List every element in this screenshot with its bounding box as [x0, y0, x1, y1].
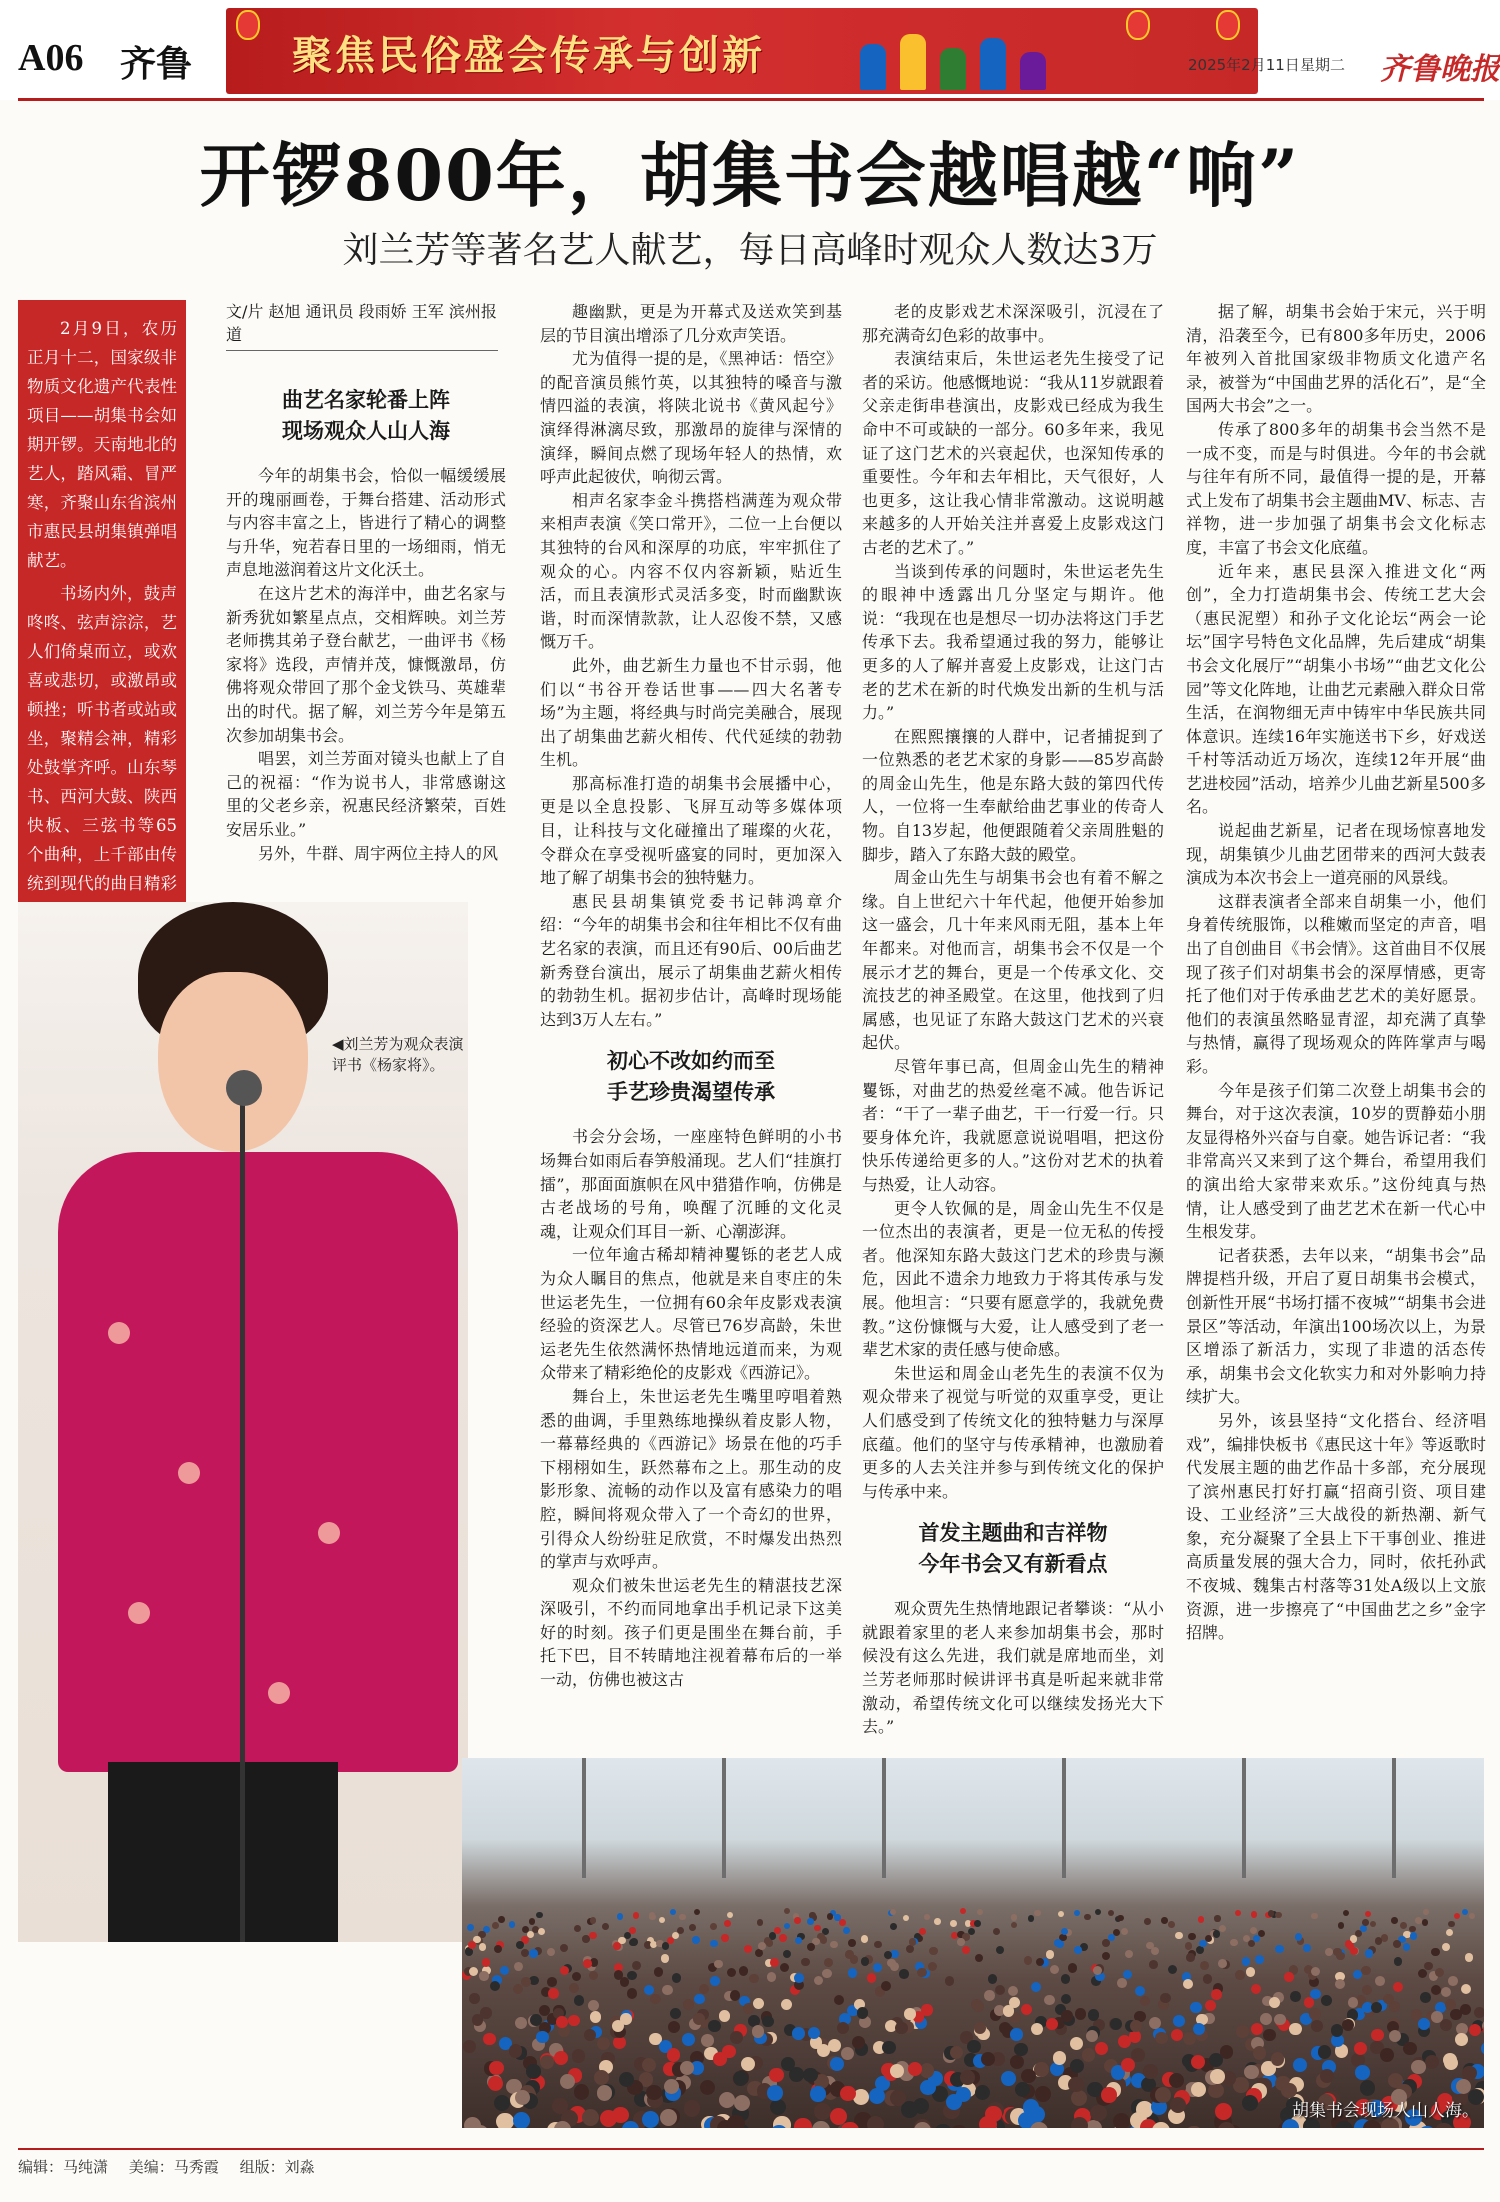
article-paragraph: 观众们被朱世运老先生的精湛技艺深深吸引，不约而同地拿出手机记录下这美好的时刻。孩子们更是围坐在舞台前，手托下巴，目不转睛地注视着幕布后的一举一动，仿佛也被这古: [540, 1575, 842, 1690]
microphone-stand: [240, 1087, 245, 1942]
section-heading: 首发主题曲和吉祥物 今年书会又有新看点: [918, 1520, 1108, 1577]
masthead-rule: [18, 98, 1484, 101]
article-paragraph: 唱罢，刘兰芳面对镜头也献上了自己的祝福：“作为说书人，非常感谢这里的父老乡亲，祝惠民经济繁荣，百姓安居乐业。”: [226, 749, 506, 839]
headline: 开锣800年，胡集书会越唱越“响”: [199, 134, 1301, 217]
article-paragraph: 另外，牛群、周宇两位主持人的风: [258, 843, 499, 863]
microphone-icon: [226, 1070, 262, 1106]
article-paragraph: 老的皮影戏艺术深深吸引，沉浸在了那充满奇幻色彩的故事中。: [862, 302, 1164, 345]
article-paragraph: 这群表演者全部来自胡集一小，他们身着传统服饰，以稚嫩而坚定的声音，唱出了自创曲目《书会情》。这首曲目不仅展现了孩子们对胡集书会的深厚情感，更寄托了他们对于传承曲艺艺术的美好愿景。他们的表演虽然略显青涩，却充满了真挚与热情，赢得了现场观众的阵阵掌声与喝彩。: [1186, 891, 1486, 1076]
article-paragraph: 尤为值得一提的是，《黑神话：悟空》的配音演员熊竹英，以其独特的嗓音与激情四溢的表演，将陕北说书《黄风起兮》演绎得淋漓尽致，那激昂的旋律与深情的演绎，瞬间点燃了现场年轻人的热情，欢呼声此起彼伏，响彻云霄。: [540, 349, 842, 487]
article-paragraph: 此外，曲艺新生力量也不甘示弱，他们以“书谷开卷话世事——四大名著专场”为主题，将经典与时尚完美融合，展现出了胡集曲艺薪火相传、代代延续的勃勃生机。: [540, 655, 842, 770]
subheadline: 刘兰芳等著名艺人献艺，每日高峰时观众人数达3万: [342, 230, 1158, 271]
photo-caption: ◀刘兰芳为观众表演评书《杨家将》。: [332, 1035, 464, 1074]
article-paragraph: 说起曲艺新星，记者在现场惊喜地发现，胡集镇少儿曲艺团带来的西河大鼓表演成为本次书会上一道亮丽的风景线。: [1186, 821, 1486, 888]
lantern-icon: [236, 10, 260, 40]
issue-weekday: 星期二: [1300, 56, 1346, 74]
article-paragraph: 另外，该县坚持“文化搭台、经济唱戏”，编排快板书《惠民这十年》等返歌时代发展主题的曲艺作品十多部，充分展现了滨州惠民打好打赢“招商引资、项目建设、工业经济”三大战役的新热潮、新气象，充分凝聚了全县上下干事创业、推进高质量发展的强大合力，同时，依托孙武不夜城、魏集古村落等31处A级以上文旅资源，进一步擦亮了“中国曲艺之乡”金字招牌。: [1186, 1410, 1486, 1643]
article-paragraph: 在熙熙攘攘的人群中，记者捕捉到了一位熟悉的老艺术家的身影——85岁高龄的周金山先生，他是东路大鼓的第四代传人，一位将一生奉献给曲艺事业的传奇人物。自13岁起，他便跟随着父亲周胜魁的脚步，踏入了东路大鼓的殿堂。: [862, 726, 1164, 864]
article-column-1: [226, 370, 506, 865]
masthead: [0, 0, 1500, 100]
article-paragraph: 朱世运和周金山老先生的表演不仅为观众带来了视觉与听觉的双重享受，更让人们感受到了传统文化的独特魅力与深厚底蕴。他们的坚守与传承精神，也激励着更多的人去关注并参与到传统文化的保护与传承中来。: [862, 1363, 1164, 1501]
article-paragraph: 近年来，惠民县深入推进文化“两创”，全力打造胡集书会、传统工艺大会（惠民泥塑）和孙子文化论坛“两会一论坛”国字号特色文化品牌，先后建成“胡集书会文化展厅”“胡集小书场”“曲艺文化公园”等文化阵地，让曲艺元素融入群众日常生活，在润物细无声中铸牢中华民族共同体意识。连续16年实施送书下乡，好戏送千村等活动近万场次，连续12年开展“曲艺进校园”活动，培养少儿曲艺新星500多名。: [1186, 561, 1486, 817]
article-paragraph: 观众贾先生热情地跟记者攀谈：“从小就跟着家里的老人来参加胡集书会，那时候没有这么先进，我们就是席地而坐，刘兰芳老师那时候讲评书真是听起来就非常激动，希望传统文化可以继续发扬光大下去。”: [862, 1599, 1164, 1737]
crowd-photo: [462, 1758, 1484, 2128]
section-heading: 初心不改如约而至 手艺珍贵渴望传承: [607, 1048, 775, 1105]
article-paragraph: 在这片艺术的海洋中，曲艺名家与新秀犹如繁星点点，交相辉映。刘兰芳老师携其弟子登台献艺，一曲评书《杨家将》选段，声情并茂，慷慨激昂，仿佛将观众带回了那个金戈铁马、英雄辈出的时代。据了解，刘兰芳今年是第五次参加胡集书会。: [226, 583, 506, 745]
article-column-4: [1186, 300, 1486, 1645]
article-paragraph: 尽管年事已高，但周金山先生的精神矍铄，对曲艺的热爱丝毫不减。他告诉记者：“干了一辈子曲艺，干一行爱一行。只要身体允许，我就愿意说说唱唱，把这份快乐传递给更多的人。”这份对艺术的执着与热爱，让人动容。: [862, 1057, 1164, 1194]
lead-box: [18, 300, 186, 908]
article-paragraph: 舞台上，朱世运老先生嘴里哼唱着熟悉的曲调，手里熟练地操纵着皮影人物，一幕幕经典的《西游记》场景在他的巧手下栩栩如生，跃然幕布之上。那生动的皮影形象、流畅的动作以及富有感染力的唱腔，瞬间将观众带入了一个奇幻的世界，引得众人纷纷驻足欣赏，不时爆发出热烈的掌声与欢呼声。: [540, 1386, 842, 1572]
article-paragraph: 趣幽默，更是为开幕式及送欢笑到基层的节目演出增添了几分欢声笑语。: [540, 302, 842, 345]
article-paragraph: 今年的胡集书会，恰似一幅缓缓展开的瑰丽画卷，于舞台搭建、活动形式与内容丰富之上，皆进行了精心的调整与升华，宛若春日里的一场细雨，悄无声息地滋润着这片文化沃土。: [226, 466, 506, 580]
article-paragraph: 今年是孩子们第二次登上胡集书会的舞台，对于这次表演，10岁的贾静茹小朋友显得格外兴奋与自豪。她告诉记者：“我非常高兴又来到了这个舞台，希望用我们的演出给大家带来欢乐。”这份纯真与热情，让人感受到了曲艺艺术在新一代心中生根发芽。: [1186, 1080, 1486, 1242]
editor-credit: 编辑：马纯潇: [18, 2158, 109, 2176]
footer: [18, 2148, 1484, 2177]
section-name: 齐鲁: [120, 43, 193, 85]
article-paragraph: 传承了800多年的胡集书会当然不是一成不变，而是与时俱进。今年的书会就与往年有所不同，最值得一提的是，开幕式上发布了胡集书会主题曲MV、标志、吉祥物，进一步加强了胡集书会文化标志度，丰富了书会文化底蕴。: [1186, 419, 1486, 557]
banner-illustration: [840, 20, 1240, 90]
article-paragraph: 那高标准打造的胡集书会展播中心，更是以全息投影、飞屏互动等多媒体项目，让科技与文化碰撞出了璀璨的火花，令群众在享受视听盛宴的同时，更加深入地了解了胡集书会的独特魅力。: [540, 773, 842, 888]
photo-caption: 胡集书会现场人山人海。: [1292, 2101, 1479, 2121]
article-paragraph: 相声名家李金斗携搭档满莲为观众带来相声表演《笑口常开》，二位一上台便以其独特的台风和深厚的功底，牢牢抓住了观众的心。内容不仅内容新颖，贴近生活，而且表演形式灵活多变，时而幽默诙谐，时而深情款款，让人忍俊不禁，又感慨万千。: [540, 490, 842, 652]
article-paragraph: 惠民县胡集镇党委书记韩鸿章介绍：“今年的胡集书会和往年相比不仅有曲艺名家的表演，而且还有90后、00后曲艺新秀登台演出，展示了胡集曲艺薪火相传的勃勃生机。据初步估计，高峰时现场能达到3万人左右。”: [540, 891, 842, 1029]
lead-paragraph: 2月9日，农历正月十二，国家级非物质文化遗产代表性项目——胡集书会如期开锣。天南地北的艺人，踏风霜、冒严寒，齐聚山东省滨州市惠民县胡集镇弹唱献艺。: [27, 319, 177, 570]
article-column-3: [862, 300, 1164, 1739]
lead-paragraph: 书场内外，鼓声咚咚、弦声淙淙，艺人们倚桌而立，或欢喜或悲切，或激昂或顿挫；听书者或站或坐，聚精会神，精彩处鼓掌齐呼。山东琴书、西河大鼓、陕西快板、三弦书等65个曲种，上千部由传统到现代的曲目精彩: [27, 584, 177, 893]
article-paragraph: 书会分会场，一座座特色鲜明的小书场舞台如雨后春笋般涌现。艺人们“挂旗打擂”，那面面旗帜在风中猎猎作响，仿佛是古老战场的号角，唤醒了沉睡的文化灵魂，让观众们耳目一新、心潮澎湃。: [540, 1127, 842, 1241]
article-paragraph: 更令人钦佩的是，周金山先生不仅是一位杰出的表演者，更是一位无私的传授者。他深知东路大鼓这门艺术的珍贵与濒危，因此不遗余力地致力于将其传承与发展。他坦言：“只要有愿意学的，我就免费教。”这份慷慨与大爱，让人感受到了老一辈艺术家的责任感与使命感。: [862, 1198, 1164, 1360]
section-heading: 曲艺名家轮番上阵 现场观众人山人海: [282, 387, 450, 443]
layout-credit: 组版：刘淼: [239, 2158, 315, 2176]
article-paragraph: 一位年逾古稀却精神矍铄的老艺人成为众人瞩目的焦点，他就是来自枣庄的朱世运老先生，一位拥有60余年皮影戏表演经验的资深艺人。尽管已76岁高龄，朱世运老先生依然满怀热情地远道而来，为观众带来了精彩绝伦的皮影戏《西游记》。: [540, 1245, 842, 1383]
article-column-2: [540, 300, 842, 1692]
designer-credit: 美编：马秀霞: [128, 2158, 219, 2176]
banner-title: 聚焦民俗盛会传承与创新: [292, 32, 765, 79]
page-number: A06: [18, 37, 84, 79]
article-paragraph: 周金山先生与胡集书会也有着不解之缘。自上世纪六十年代起，他便开始参加这一盛会，几十年来风雨无阻，基本上年年都来。对他而言，胡集书会不仅是一个展示才艺的舞台，更是一个传承文化、交流技艺的神圣殿堂。在这里，他找到了归属感，也见证了东路大鼓这门艺术的兴衰起伏。: [862, 868, 1164, 1053]
article-paragraph: 表演结束后，朱世运老先生接受了记者的采访。他感慨地说：“我从11岁就跟着父亲走街串巷演出，皮影戏已经成为我生命中不可或缺的一部分。60多年来，我见证了这门艺术的兴衰起伏，也深知传承的重要性。今年和去年相比，天气很好，人也更多，这让我心情非常激动。这说明越来越多的人开始关注并喜爱上皮影戏这门古老的艺术了。”: [862, 349, 1164, 557]
article-paragraph: 据了解，胡集书会始于宋元，兴于明清，沿袭至今，已有800多年历史，2006年被列入首批国家级非物质文化遗产名录，被誉为“中国曲艺界的活化石”，是“全国两大书会”之一。: [1186, 302, 1486, 416]
article-paragraph: 当谈到传承的问题时，朱世运老先生的眼神中透露出几分坚定与期许。他说：“我现在也是想尽一切办法将这门手艺传承下去。我希望通过我的努力，能够让更多的人了解并喜爱上皮影戏，让这门古老的艺术在新的时代焕发出新的生机与活力。”: [862, 561, 1164, 723]
byline: 文/片 赵旭 通讯员 段雨娇 王军 滨州报道: [226, 300, 498, 351]
newspaper-logo: 齐鲁晚报: [1380, 52, 1500, 87]
article-paragraph: 记者获悉，去年以来，“胡集书会”品牌提档升级，开启了夏日胡集书会模式，创新性开展“书场打擂不夜城”“胡集书会进景区”等活动，年演出100场次以上，为景区增添了新活力，实现了非遗的活态传承，胡集书会文化软实力和对外影响力持续扩大。: [1186, 1245, 1486, 1407]
issue-date: 2025年2月11日: [1188, 56, 1300, 74]
